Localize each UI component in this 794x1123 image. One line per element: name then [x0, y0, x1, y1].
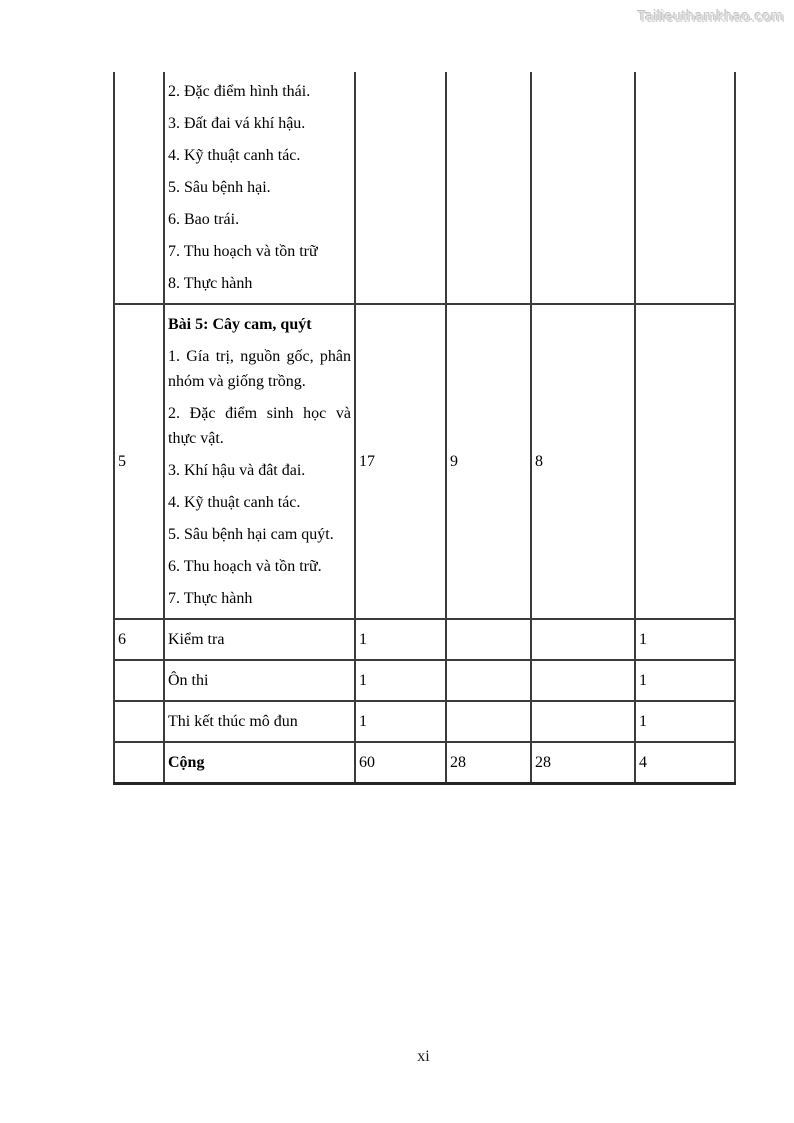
curriculum-table [113, 72, 736, 785]
content-paragraph: Kiểm tra [168, 631, 225, 648]
lesson-content-cell [164, 660, 355, 701]
hours-value-cell: 28 [446, 742, 531, 784]
hours-value-cell: 1 [355, 701, 446, 742]
hours-value-cell [531, 701, 635, 742]
lesson-content-cell [164, 72, 355, 304]
content-paragraph: 4. Kỹ thuật canh tác. [168, 147, 301, 164]
content-paragraph: 3. Khí hậu và đât đai. [168, 462, 306, 479]
hours-value-cell: 4 [635, 742, 735, 784]
hours-value-cell: 1 [635, 619, 735, 660]
content-paragraph: 6. Bao trái. [168, 211, 240, 228]
curriculum-table-body [114, 72, 735, 784]
content-paragraph: Cộng [168, 754, 205, 771]
hours-value-cell: 8 [531, 304, 635, 619]
hours-value-cell: 17 [355, 304, 446, 619]
hours-value-cell [635, 72, 735, 304]
content-paragraph: 3. Đất đai vá khí hậu. [168, 115, 306, 132]
hours-value-cell [446, 72, 531, 304]
hours-value-cell: 1 [635, 701, 735, 742]
content-paragraph: 2. Đặc điểm sinh học và thực vật. [168, 405, 351, 447]
hours-value-cell [446, 701, 531, 742]
content-paragraph: 2. Đặc điểm hình thái. [168, 83, 311, 100]
page-number: xi [417, 1048, 430, 1065]
hours-value-cell: 1 [635, 660, 735, 701]
lesson-content-cell [164, 701, 355, 742]
table-row [114, 304, 735, 619]
hours-value-cell: 1 [355, 660, 446, 701]
hours-value-cell: 1 [355, 619, 446, 660]
content-paragraph: 7. Thực hành [168, 590, 253, 607]
table-row [114, 72, 735, 304]
content-paragraph: Thi kết thúc mô đun [168, 713, 298, 730]
content-paragraph: 6. Thu hoạch và tồn trữ. [168, 558, 322, 575]
hours-value-cell: 9 [446, 304, 531, 619]
lesson-content-cell [164, 304, 355, 619]
content-paragraph: 5. Sâu bệnh hại cam quýt. [168, 526, 334, 543]
hours-value-cell [531, 72, 635, 304]
hours-value-cell [531, 619, 635, 660]
hours-value-cell: 60 [355, 742, 446, 784]
row-number-cell [114, 660, 164, 701]
row-number-cell [114, 742, 164, 784]
lesson-content-cell [164, 619, 355, 660]
hours-value-cell [355, 72, 446, 304]
content-paragraph: 1. Gía trị, nguồn gốc, phân nhóm và giống trồng. [168, 348, 351, 390]
row-number-cell: 6 [114, 619, 164, 660]
content-paragraph: 4. Kỹ thuật canh tác. [168, 494, 301, 511]
hours-value-cell [635, 304, 735, 619]
content-paragraph: 8. Thực hành [168, 275, 253, 292]
lesson-content-cell [164, 742, 355, 784]
hours-value-cell: 28 [531, 742, 635, 784]
row-number-cell: 5 [114, 304, 164, 619]
table-row [114, 619, 735, 660]
hours-value-cell [446, 619, 531, 660]
row-number-cell [114, 701, 164, 742]
table-row [114, 660, 735, 701]
content-paragraph: Ôn thi [168, 672, 209, 689]
content-paragraph: Bài 5: Cây cam, quýt [168, 316, 312, 333]
hours-value-cell [531, 660, 635, 701]
table-row [114, 701, 735, 742]
content-paragraph: 7. Thu hoạch và tồn trữ [168, 243, 318, 260]
hours-value-cell [446, 660, 531, 701]
content-paragraph: 5. Sâu bệnh hại. [168, 179, 271, 196]
row-number-cell [114, 72, 164, 304]
watermark-text: Tailieuthamkhao.com [637, 8, 784, 25]
table-row [114, 742, 735, 784]
